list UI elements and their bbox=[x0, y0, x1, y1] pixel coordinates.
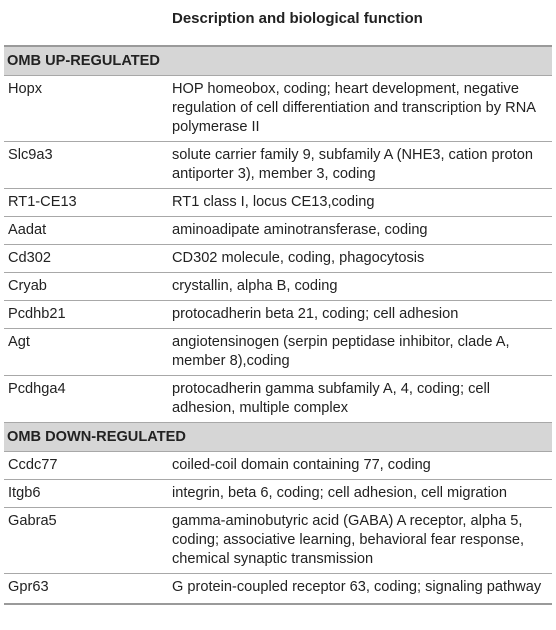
header-gene-column bbox=[4, 1, 169, 46]
table-row bbox=[4, 452, 552, 480]
description-cell: protocadherin gamma subfamily A, 4, coding; cell adhesion, multiple complex bbox=[169, 376, 552, 423]
gene-name-cell: Gpr63 bbox=[4, 574, 169, 605]
gene-name-cell: Aadat bbox=[4, 217, 169, 245]
table-row bbox=[4, 574, 552, 605]
description-cell: solute carrier family 9, subfamily A (NHE3, cation proton antiporter 3), member 3, coding bbox=[169, 142, 552, 189]
description-cell: angiotensinogen (serpin peptidase inhibitor, clade A, member 8),coding bbox=[169, 329, 552, 376]
description-cell: RT1 class I, locus CE13,coding bbox=[169, 189, 552, 217]
description-cell: G protein-coupled receptor 63, coding; signaling pathway bbox=[169, 574, 552, 605]
table-row bbox=[4, 142, 552, 189]
table-body bbox=[4, 46, 552, 604]
gene-name-cell: Itgb6 bbox=[4, 480, 169, 508]
table-row bbox=[4, 508, 552, 574]
gene-name-cell: Ccdc77 bbox=[4, 452, 169, 480]
description-cell: crystallin, alpha B, coding bbox=[169, 273, 552, 301]
table-row bbox=[4, 189, 552, 217]
table-row bbox=[4, 217, 552, 245]
section-title: OMB UP-REGULATED bbox=[4, 46, 552, 76]
table-row bbox=[4, 376, 552, 423]
table-row bbox=[4, 76, 552, 142]
section-header-row bbox=[4, 423, 552, 452]
gene-name-cell: Gabra5 bbox=[4, 508, 169, 574]
description-cell: CD302 molecule, coding, phagocytosis bbox=[169, 245, 552, 273]
description-cell: integrin, beta 6, coding; cell adhesion, cell migration bbox=[169, 480, 552, 508]
section-header-row bbox=[4, 46, 552, 76]
gene-name-cell: Cryab bbox=[4, 273, 169, 301]
gene-name-cell: Agt bbox=[4, 329, 169, 376]
gene-table bbox=[4, 1, 552, 605]
gene-name-cell: RT1-CE13 bbox=[4, 189, 169, 217]
gene-name-cell: Cd302 bbox=[4, 245, 169, 273]
description-cell: aminoadipate aminotransferase, coding bbox=[169, 217, 552, 245]
gene-name-cell: Slc9a3 bbox=[4, 142, 169, 189]
gene-table-container bbox=[4, 0, 552, 605]
section-title: OMB DOWN-REGULATED bbox=[4, 423, 552, 452]
description-cell: gamma-aminobutyric acid (GABA) A receptor, alpha 5, coding; associative learning, behavioral fear response, chemical synaptic transmission bbox=[169, 508, 552, 574]
gene-name-cell: Pcdhb21 bbox=[4, 301, 169, 329]
description-cell: HOP homeobox, coding; heart development, negative regulation of cell differentiation and transcription by RNA polymerase II bbox=[169, 76, 552, 142]
gene-name-cell: Pcdhga4 bbox=[4, 376, 169, 423]
table-row bbox=[4, 480, 552, 508]
table-header-row bbox=[4, 1, 552, 46]
table-row bbox=[4, 273, 552, 301]
table-row bbox=[4, 301, 552, 329]
gene-name-cell: Hopx bbox=[4, 76, 169, 142]
table-row bbox=[4, 329, 552, 376]
table-row bbox=[4, 245, 552, 273]
header-description-column: Description and biological function bbox=[169, 1, 552, 46]
description-cell: protocadherin beta 21, coding; cell adhesion bbox=[169, 301, 552, 329]
description-cell: coiled-coil domain containing 77, coding bbox=[169, 452, 552, 480]
